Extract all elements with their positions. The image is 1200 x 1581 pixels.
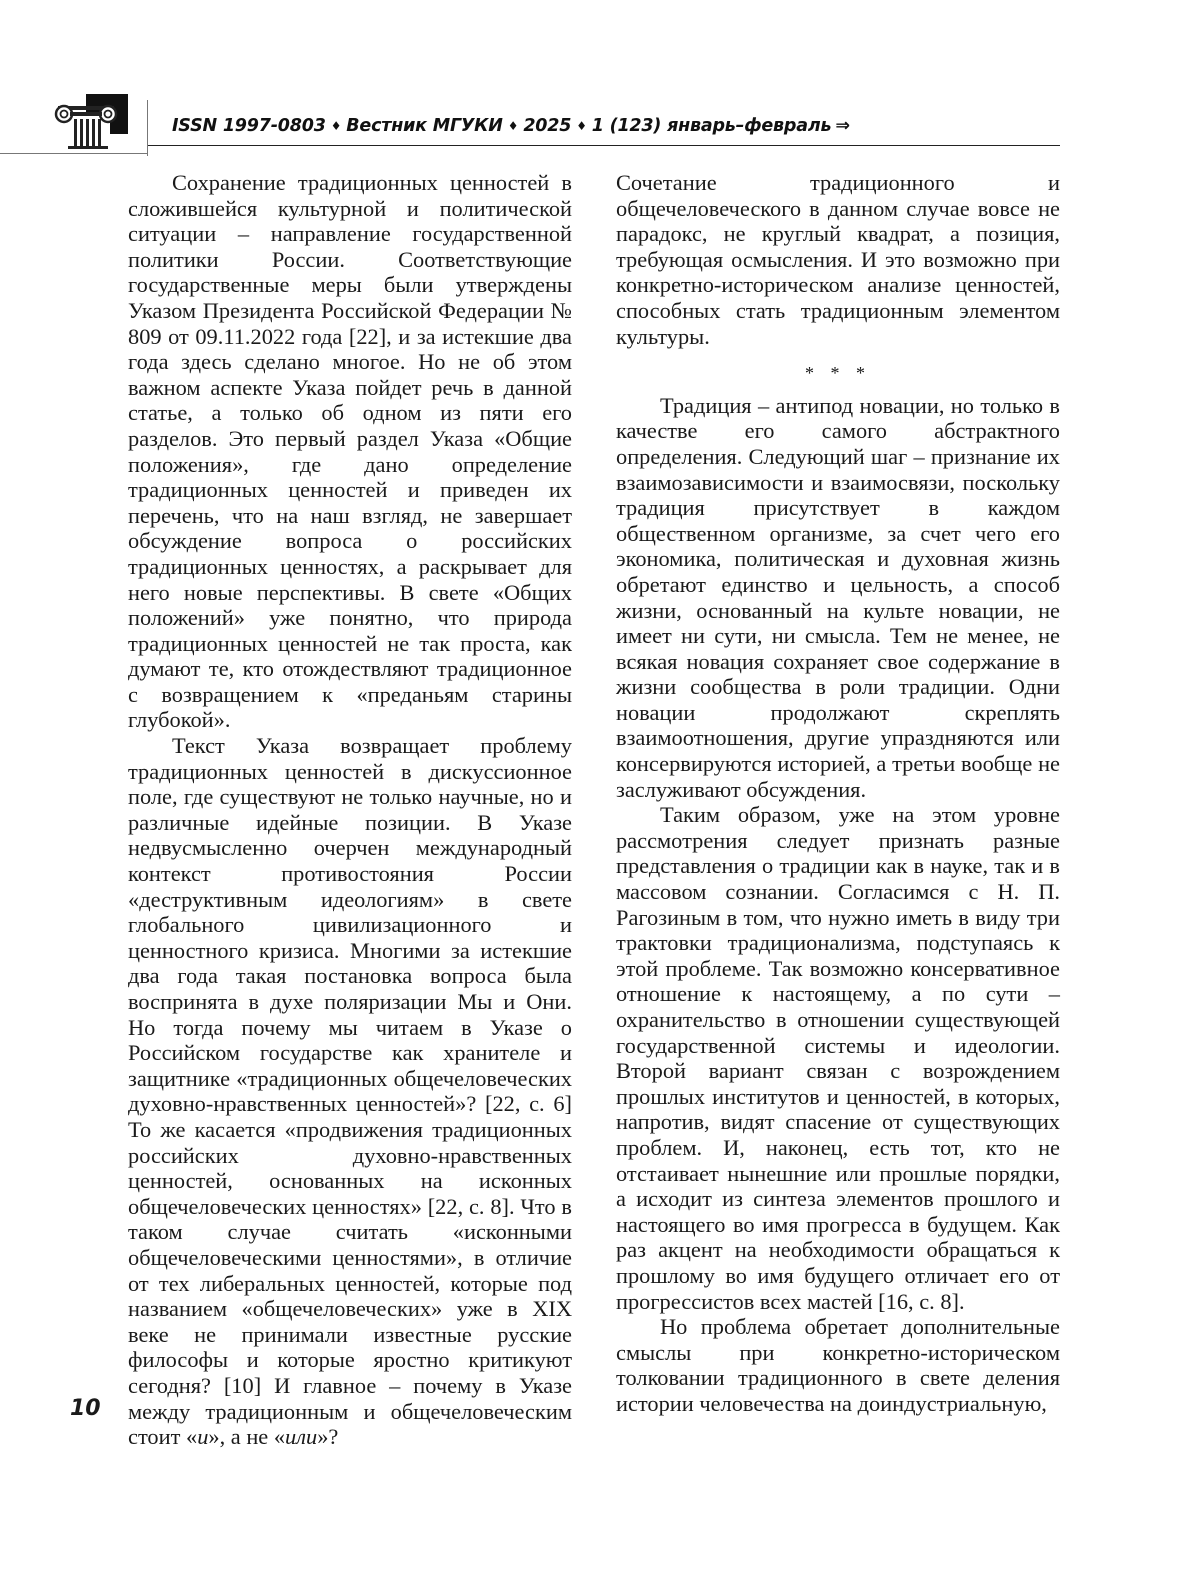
logo-frame-line (0, 153, 148, 154)
paragraph: Сохранение традиционных ценностей в сложившейся культурной и политической ситуации – направление государственной политики России. Соответствующие государственные меры были утверждены Указом Президента Российской Федерации № 809 от 09.11.2022 года [22], и за истекшие два года здесь сделано многое. Но не об этом важном аспекте Указа пойдет речь в данной статье, а только об одном из пяти его разделов. Это первый раздел Указа «Общие положения», где дано определение традиционных ценностей и приведен их перечень, что на наш взгляд, не завершает обсуждение вопроса о российских традиционных ценностях, а раскрывает для него новые перспективы. В свете «Общих положений» уже понятно, что природа традиционных ценностей не так проста, как думают те, кто отождествляют традиционное с возвращением к «преданьям старины глубокой». (128, 170, 572, 733)
diamond-separator-icon: ♦ (507, 119, 519, 133)
header-rule (148, 145, 1060, 146)
paragraph: Текст Указа возвращает проблему традиционных ценностей в дискуссионное поле, где существуют не только научные, но и различные идейные позиции. В Указе недвусмысленно очерчен международный контекст противостояния России «деструктивным идеологиям» в свете глобального цивилизационного и ценностного кризиса. Многими за истекшие два года такая постановка вопроса была воспринята в духе поляризации Мы и Они. Но тогда почему мы читаем в Указе о Российском государстве как хранителе и защитнике «традиционных общечеловеческих духовно-нравственных ценностей»? [22, с. 6] То же касается «продвижения традиционных российских духовно-нравственных ценностей, основанных на исконных общечеловеческих ценностях» [22, с. 8]. Что в таком случае считать «исконными общечеловеческими ценностями», в отличие от тех либеральных ценностей, которые под названием «общечеловеческих» уже в XIX веке не принимали известные русские философы и которые яростно критикуют сегодня? [10] И главное – почему в Указе между традиционным и общечеловеческим стоит «и», а не «или»? (128, 733, 572, 1450)
journal-title: Вестник МГУКИ (346, 116, 503, 136)
paragraph: Сочетание традиционного и общечеловеческого в данном случае вовсе не парадокс, не круглый квадрат, а позиция, требующая осмысления. И это возможно при конкретно-историческом анализе ценностей, способных стать традиционным элементом культуры. (616, 170, 1060, 349)
ionic-column-logo-icon (52, 92, 130, 152)
journal-year: 2025 (523, 116, 572, 136)
paragraph: Таким образом, уже на этом уровне рассмотрения следует признать разные представления о традиции как в науке, так и в массовом сознании. Согласимся с Н. П. Рагозиным в том, что нужно иметь в виду три трактовки традиционализма, подступаясь к этой проблеме. Так возможно консервативное отношение к настоящему, а по сути – охранительство в отношении существующей государственной системы и идеологии. Второй вариант связан с возрождением прошлых институтов и ценностей, в которых, напротив, видят спасение от существующих проблем. И, наконец, есть тот, кто не отстаивает нынешние или прошлые порядки, а исходит из синтеза элементов прошлого и настоящего во имя прогресса в будущем. Как раз акцент на необходимости обращаться к прошлому во имя будущего отличает его от прогрессистов всех мастей [16, с. 8]. (616, 802, 1060, 1314)
running-header (172, 116, 1060, 144)
diamond-separator-icon: ♦ (576, 119, 587, 133)
left-column (128, 170, 572, 1450)
logo-frame-divider (147, 100, 148, 156)
section-divider: * * * (805, 363, 871, 384)
journal-issue: 1 (123) январь–февраль (591, 116, 832, 136)
issn: ISSN 1997-0803 (172, 116, 326, 136)
diamond-separator-icon: ♦ (330, 119, 342, 133)
paragraph: Традиция – антипод новации, но только в качестве его самого абстрактного определения. Следующий шаг – признание их взаимозависимости и взаимосвязи, поскольку традиция присутствует в каждом общественном организме, за счет чего его экономика, политическая и духовная жизнь обретают единство и цельность, а способ жизни, основанный на культе новации, не имеет ни сути, ни смысла. Тем не менее, не всякая новация сохраняет свое содержание в жизни сообщества в роли традиции. Одни новации продолжают скреплять взаимоотношения, другие упраздняются или консервируются историей, а третьи вообще не заслуживают обсуждения. (616, 392, 1060, 802)
page-number: 10 (70, 1396, 101, 1421)
right-column (616, 170, 1060, 1417)
right-double-arrow-icon: ⇒ (835, 116, 850, 136)
paragraph: Но проблема обретает дополнительные смыслы при конкретно-историческом толковании традиционного в свете деления истории человечества на доиндустриальную, (616, 1314, 1060, 1416)
